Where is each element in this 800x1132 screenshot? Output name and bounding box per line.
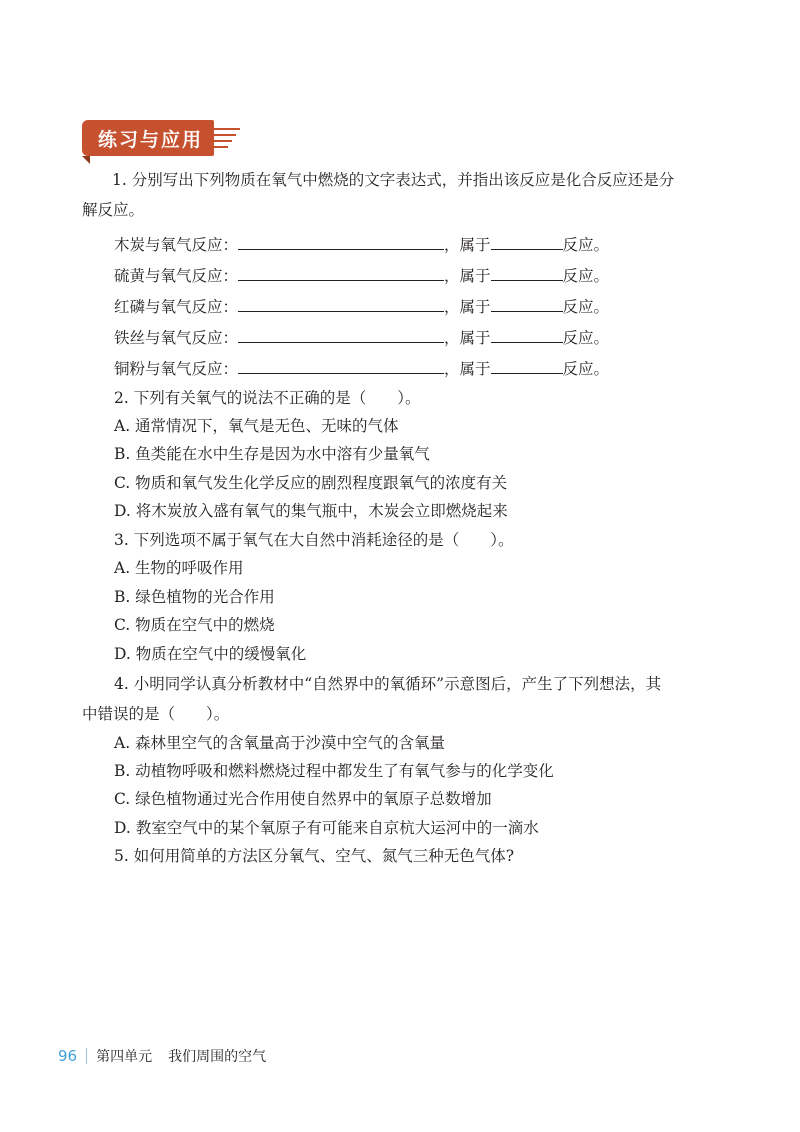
q1-item-5	[114, 357, 609, 379]
q2-stem: 2. 下列有关氧气的说法不正确的是（ ）。	[114, 389, 421, 407]
q3-stem: 3. 下列选项不属于氧气在大自然中消耗途径的是（ ）。	[114, 531, 514, 549]
reaction-type-blank[interactable]	[491, 295, 563, 312]
q1-item-3	[114, 295, 609, 317]
q1-suffix: 反应。	[562, 360, 610, 378]
answer-blank[interactable]	[238, 295, 444, 312]
reaction-type-blank[interactable]	[491, 233, 563, 250]
q2-option-c[interactable]: C. 物质和氧气发生化学反应的剧烈程度跟氧气的浓度有关	[114, 474, 508, 492]
q1-item-label: 硫黄与氧气反应：	[114, 267, 239, 285]
chapter-label: 我们周围的空气	[168, 1049, 267, 1065]
q4-option-a[interactable]: A. 森林里空气的含氧量高于沙漠中空气的含氧量	[114, 734, 446, 752]
reaction-type-blank[interactable]	[491, 326, 563, 343]
q4-stem-line1: 4. 小明同学认真分析教材中“自然界中的氧循环”示意图后，产生了下列想法，其	[114, 675, 662, 693]
q3-option-d[interactable]: D. 物质在空气中的缓慢氧化	[114, 645, 307, 663]
q1-item-2	[114, 264, 609, 286]
q3-option-a[interactable]: A. 生物的呼吸作用	[114, 559, 244, 577]
q1-text-line1: 1. 分别写出下列物质在氧气中燃烧的文字表达式，并指出该反应是化合反应还是分	[112, 171, 675, 189]
q4-option-c[interactable]: C. 绿色植物通过光合作用使自然界中的氧原子总数增加	[114, 790, 492, 808]
q4-option-b[interactable]: B. 动植物呼吸和燃料燃烧过程中都发生了有氧气参与的化学变化	[114, 762, 554, 780]
unit-label: 第四单元	[96, 1049, 153, 1065]
q1-item-1	[114, 233, 609, 255]
q1-item-label: 红磷与氧气反应：	[114, 298, 239, 316]
q1-text-line2: 解反应。	[82, 201, 145, 219]
q2-option-d[interactable]: D. 将木炭放入盛有氧气的集气瓶中，木炭会立即燃烧起来	[114, 502, 508, 520]
q2-option-a[interactable]: A. 通常情况下，氧气是无色、无味的气体	[114, 417, 399, 435]
q1-belongs-label: ，属于	[444, 267, 491, 285]
q1-belongs-label: ，属于	[444, 360, 491, 378]
q4-stem-line2: 中错误的是（ ）。	[82, 705, 230, 723]
q5-stem: 5. 如何用简单的方法区分氧气、空气、氮气三种无色气体?	[114, 847, 515, 865]
answer-blank[interactable]	[238, 233, 444, 250]
q1-belongs-label: ，属于	[444, 298, 491, 316]
q1-belongs-label: ，属于	[444, 329, 491, 347]
q1-item-4	[114, 326, 609, 348]
q1-item-label: 铜粉与氧气反应：	[114, 360, 239, 378]
q1-suffix: 反应。	[562, 329, 610, 347]
q1-item-label: 铁丝与氧气反应：	[114, 329, 239, 347]
page-footer	[58, 1046, 266, 1066]
q2-option-b[interactable]: B. 鱼类能在水中生存是因为水中溶有少量氧气	[114, 445, 430, 463]
q1-belongs-label: ，属于	[444, 236, 491, 254]
section-header	[82, 120, 242, 156]
q3-option-c[interactable]: C. 物质在空气中的燃烧	[114, 616, 275, 634]
q1-suffix: 反应。	[562, 236, 610, 254]
reaction-type-blank[interactable]	[491, 264, 563, 281]
q4-option-d[interactable]: D. 教室空气中的某个氧原子有可能来自京杭大运河中的一滴水	[114, 819, 539, 837]
answer-blank[interactable]	[238, 357, 444, 374]
q3-option-b[interactable]: B. 绿色植物的光合作用	[114, 588, 275, 606]
answer-blank[interactable]	[238, 264, 444, 281]
page-number: 96	[58, 1047, 78, 1065]
reaction-type-blank[interactable]	[491, 357, 563, 374]
footer-divider	[86, 1048, 87, 1064]
q1-item-label: 木炭与氧气反应：	[114, 236, 239, 254]
q1-suffix: 反应。	[562, 298, 610, 316]
stripes-icon	[214, 126, 244, 152]
section-title: 练习与应用	[98, 129, 204, 151]
answer-blank[interactable]	[238, 326, 444, 343]
q1-suffix: 反应。	[562, 267, 610, 285]
